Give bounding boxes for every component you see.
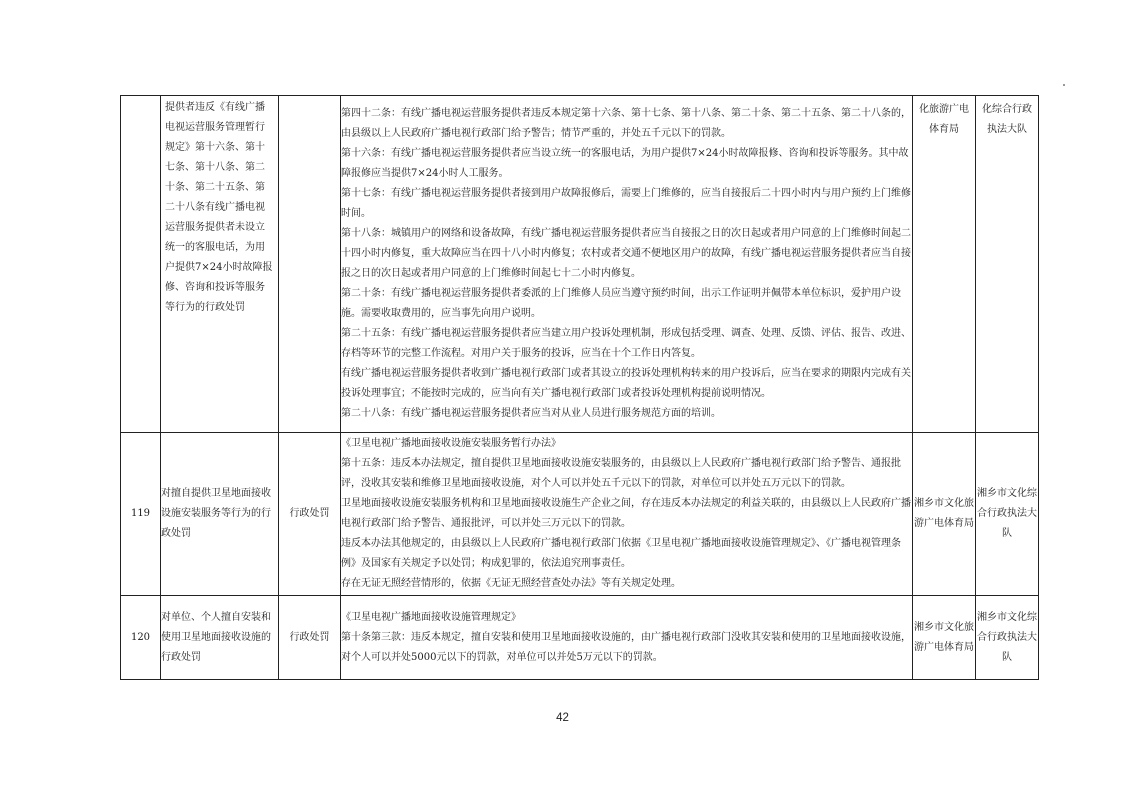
responsible-department: 湘乡市文化旅游广电体育局 (913, 596, 976, 680)
table-row (121, 433, 1039, 596)
row-number: 120 (121, 596, 161, 680)
item-name: 提供者违反《有线广播电视运营服务管理暂行规定》第十六条、第十七条、第十八条、第二十条、第二十五条、第二十八条有线广播电视运营服务提供者未设立统一的客服电话，为用户提供7×24小时故障报修、咨询和投诉等服务等行为的行政处罚 (161, 96, 279, 433)
responsible-department: 化旅游广电体育局 (913, 96, 976, 433)
executing-agency: 湘乡市文化综合行政执法大队 (976, 596, 1039, 680)
table-row (121, 96, 1039, 433)
basis-paragraph: 第十条第三款：违反本规定，擅自安装和使用卫星地面接收设施的，由广播电视行政部门没收其安装和使用的卫星地面接收设施，对个人可以并处5000元以下的罚款，对单位可以并处5万元以下的罚款。 (341, 631, 911, 663)
basis-paragraph: 《卫星电视广播地面接收设施安装服务暂行办法》 (341, 438, 561, 449)
row-number: 119 (121, 433, 161, 596)
basis-paragraph: 第十八条：城镇用户的网络和设备故障，有线广播电视运营服务提供者应当自接报之日的次日起或者用户同意的上门维修时间起二十四小时内修复，重大故障应当在四十八小时内修复；农村或者交通不便地区用户的故障，有线广播电视运营服务提供者应当自接报之日的次日起或者用户同意的上门维修时间起七十二小时内修复。 (341, 228, 911, 279)
basis-paragraph: 第二十八条：有线广播电视运营服务提供者应当对从业人员进行服务规范方面的培训。 (341, 408, 721, 419)
basis-paragraph: 卫星地面接收设施安装服务机构和卫星地面接收设施生产企业之间，存在违反本办法规定的利益关联的，由县级以上人民政府广播电视行政部门给予警告、通报批评，可以并处三万元以下的罚款。 (341, 498, 911, 529)
basis-paragraph: 第四十二条：有线广播电视运营服务提供者违反本规定第十六条、第十七条、第十八条、第二十条、第二十五条、第二十八条的，由县级以上人民政府广播电视行政部门给予警告；情节严重的，并处五千元以下的罚款。 (341, 108, 911, 139)
responsible-department: 湘乡市文化旅游广电体育局 (913, 433, 976, 596)
item-name: 对擅自提供卫星地面接收设施安装服务等行为的行政处罚 (161, 433, 279, 596)
table-row (121, 596, 1039, 680)
legal-basis (341, 433, 913, 596)
item-type: 行政处罚 (279, 433, 341, 596)
item-name: 对单位、个人擅自安装和使用卫星地面接收设施的行政处罚 (161, 596, 279, 680)
legal-basis (341, 596, 913, 680)
basis-paragraph: 第十六条：有线广播电视运营服务提供者应当设立统一的客服电话，为用户提供7×24小时故障报修、咨询和投诉等服务。其中故障报修应当提供7×24小时人工服务。 (341, 148, 909, 179)
executing-agency: 湘乡市文化综合行政执法大队 (976, 433, 1039, 596)
basis-paragraph: 第十七条：有线广播电视运营服务提供者接到用户故障报修后，需要上门维修的，应当自接报后二十四小时内与用户预约上门维修时间。 (341, 188, 911, 219)
basis-paragraph: 《卫星电视广播地面接收设施管理规定》 (341, 611, 521, 623)
executing-agency: 化综合行政执法大队 (976, 96, 1039, 433)
row-number (121, 96, 161, 433)
page-number: 42 (556, 712, 569, 724)
enforcement-table (120, 95, 1039, 680)
item-type: 行政处罚 (279, 596, 341, 680)
item-type (279, 96, 341, 433)
basis-paragraph: 存在无证无照经营情形的，依据《无证无照经营查处办法》等有关规定处理。 (341, 578, 681, 589)
legal-basis (341, 96, 913, 433)
basis-paragraph: 违反本办法其他规定的，由县级以上人民政府广播电视行政部门依据《卫星电视广播地面接收设施管理规定》、《广播电视管理条例》及国家有关规定予以处罚；构成犯罪的，依法追究刑事责任。 (341, 538, 901, 569)
scan-speck (1063, 84, 1065, 86)
basis-paragraph: 第二十五条：有线广播电视运营服务提供者应当建立用户投诉处理机制，形成包括受理、调查、处理、反馈、评估、报告、改进、存档等环节的完整工作流程。对用户关于服务的投诉，应当在十个工作日内答复。 (341, 328, 911, 359)
basis-paragraph: 第二十条：有线广播电视运营服务提供者委派的上门维修人员应当遵守预约时间，出示工作证明并佩带本单位标识，爱护用户设施。需要收取费用的，应当事先向用户说明。 (341, 288, 901, 319)
basis-paragraph: 有线广播电视运营服务提供者收到广播电视行政部门或者其设立的投诉处理机构转来的用户投诉后，应当在要求的期限内完成有关投诉处理事宜；不能按时完成的，应当向有关广播电视行政部门或者投诉处理机构提前说明情况。 (341, 368, 911, 399)
basis-paragraph: 第十五条：违反本办法规定，擅自提供卫星地面接收设施安装服务的，由县级以上人民政府广播电视行政部门给予警告、通报批评，没收其安装和维修卫星地面接收设施，对个人可以并处五千元以下的罚款，对单位可以并处五万元以下的罚款。 (341, 458, 901, 489)
